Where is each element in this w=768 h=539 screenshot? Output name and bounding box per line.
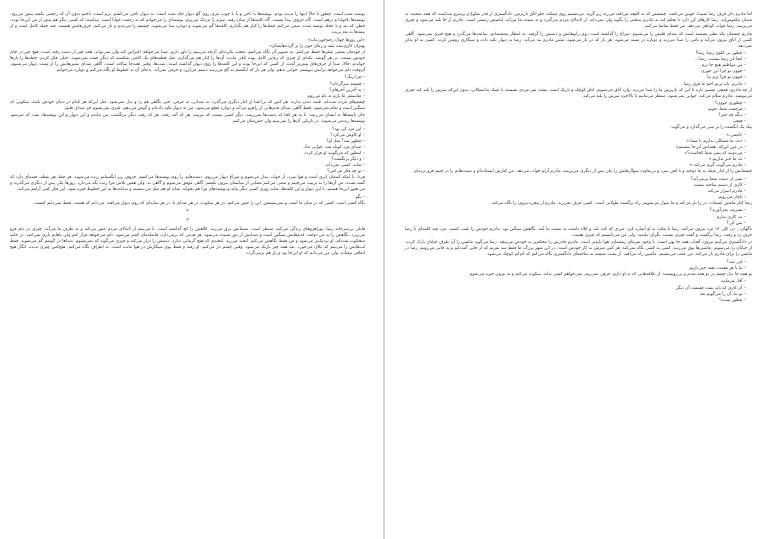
dialogue-line: – بگو bbox=[355, 194, 365, 200]
dialogue-line: – متاسفم، ما بازم به نام می‌روم bbox=[307, 93, 365, 99]
dialogue-line: – مرحمت شما، خوبم bbox=[708, 107, 746, 113]
paragraph: تو همه جا بدل چشم در دو همه متدم و بی‌روییست. از علاقه‌هایی که به او دارم، حرفی نمی‌زنم. نمی‌خواهم کسی بداند. سکوت می‌کنم و به بیرون خیره می‌شوم. bbox=[468, 271, 752, 277]
paragraph: رضا کنار ماشین ایستاده. در را باز می‌کند و ما سوار می‌شویم. راه برگشت طولانی است. کسی حرف نمی‌زند. مادرم از پنجره بیرون را نگاه می‌کند. bbox=[490, 200, 752, 206]
dialogue-line: – و دیگر برنگشت؟ bbox=[331, 157, 365, 163]
left-page bbox=[0, 0, 383, 539]
dialogue-line: – جوون تو چرا این‌ جوری bbox=[701, 69, 746, 75]
paragraph: در دادگستری می‌آییم بیرون. آفتاب همه جا پهن است. با وجود سرمای زمستان، هوا دلپذیر است. مادرم چادرش را محکم‌تر به خودش می‌پیچد. رضا می‌گوید ماشین را آن طرف خیابان پارک کرده. از خیابان رد می‌شویم. ماشین‌ها بوق می‌زنند. کسی به کسی نگاه نمی‌کند. هر کس سرش به کار خودش است. در این شهر بزرگ، ما فقط سه نفریم که از جایی آمده‌ایم و به جایی می‌رویم. رضا در ماشین را برای مادرم باز می‌کند. من عقب می‌نشینم. ماشین راه می‌افتد. از پشت شیشه به ساختمان دادگستری نگاه می‌کنم که کم‌کم کوچک می‌شود. bbox=[405, 240, 752, 258]
dialogue-line: – چطوری جوون؟ bbox=[714, 101, 746, 107]
dialogue-line: – انجا کن رضا نیست، رضا… bbox=[694, 57, 746, 63]
dialogue-line: – پس کی؟ bbox=[726, 220, 746, 226]
dialogue-line: – چرا رنگ؟ bbox=[344, 75, 365, 81]
dialogue-line: – ناچار می‌رویم bbox=[718, 194, 746, 200]
right-page-text bbox=[405, 12, 752, 304]
section-separator: * bbox=[186, 208, 189, 215]
paragraph: قاتلی بی‌سرخانه رضا، توراهروهای زندگی می‌کند، منتظر است. سیمانش برق می‌زند. کلاهش را کج گذاشته است. تا می‌بینم از لابه‌لای مردم عبور می‌کند و به طرف ما می‌آید، چیزی در دلم فرو می‌ریزد. نگاهش را به من دوخته. قدم‌هایش سنگین است و صدایش از دور شنیده می‌شود. هر قدمی که برمی‌دارد، فاصله‌مان کمتر می‌شود. دلم می‌خواهد فرار کنم ولی پاهایم یاری نمی‌کنند. در جایم میخکوب شده‌ام. او نزدیک‌تر می‌شود و من فقط نگاهش می‌کنم. لبخند می‌زند. لبخندی که هیچ گرمایی ندارد. دستش را دراز می‌کند و چیزی می‌گوید که نمی‌شنوم. صداها در گوشم گم می‌شوند. فقط لب‌هایش را می‌بینم که تکان می‌خورد. بعد همه چیز تاریک می‌شود. وقتی چشم باز می‌کنم، او رفته و فقط بوی سیگارش در هوا مانده است. به اطراف نگاه می‌کنم. هیچ‌کس چیزی ندیده. انگار هیچ اتفاقی نیفتاده. ولی من می‌دانم که او این‌جا بود و باز هم برمی‌گردد. bbox=[10, 226, 365, 257]
paragraph: ناگهان… در، کلی ۱۶ مرد بیرون می‌آمد. رضا با مکث به او اشاره کرد. مردی که کت بلند و کلاه داشت به سمت ما آمد. نگاهش سنگین بود. مادرم خودش را عقب کشید. مرد چند کلمه‌ای با رضا حرف زد و رفت. رضا برگشت و گفت چیزی نیست، نگران نباشید. ولی من می‌دانستم که چیزی هست. bbox=[405, 226, 752, 238]
dialogue-line: – چطور بی کلوی رضا، رضا! bbox=[695, 51, 746, 57]
paragraph: جان باشماها به ایشان می‌رسد. تا به هر کجا که دست‌ها نمی‌رسد. دیگر کسی نیست که بپرسد. هر که آمد رفت. هر که رفت دیگر برنگشت. من ماندم و این دیوار و این نوشته‌ها. شب که می‌شود نوشته‌ها زنده‌تر می‌شوند. در تاریکی آن‌ها را نمی‌بینم ولی حس‌شان می‌کنم. bbox=[10, 113, 365, 125]
dialogue-line: – «لعنتی.» bbox=[726, 132, 746, 138]
dialogue-line: – در عین این‌که، همه‌اش این‌جا نیستیم» bbox=[675, 144, 746, 150]
dialogue-line: – چطور شدید؟ bbox=[719, 297, 746, 303]
section-separator: * bbox=[186, 217, 189, 224]
dialogue-line: – چطور شد؟ مثل او؟ bbox=[326, 138, 365, 144]
dialogue-line: – این مرد کی بود؟ bbox=[331, 126, 365, 132]
dialogue-line: – آن کاری که باید بشه، قسمت آن دیگر bbox=[675, 285, 746, 291]
paragraph: بیک یک انگشت را بر بینی می‌گذارد و می‌گوید: bbox=[670, 125, 752, 131]
paragraph: چشم‌های مرده شده‌اند. قصد دیدن ندارند. هر کس که بی‌اعتنا از کنار دیگری می‌گذرد. نه صدایی، نه حرفی. حتی نگاهی هم رد و بدل نمی‌شود. مثل این‌که هر کدام در دنیای خودش باشد. سکوتی که سنگین است و تمام نمی‌شود. فقط گاهی صدای قدم‌هایی از راهرو می‌آید و دوباره قطع می‌شود. من به دیوار تکیه داده‌ام و گوش می‌دهم. چیزی نمی‌شنوم جز صدای قلبم. bbox=[10, 99, 365, 111]
dialogue-line: – یعنی از دست شما برنمی‌آید؟ bbox=[690, 176, 746, 182]
dialogue-line: – کاری از دستم ساخته نیست bbox=[693, 182, 746, 188]
dialogue-line: – تو چه فکر می‌کنی؟ bbox=[327, 169, 365, 175]
dialogue-line: – تو بیا، آن را می‌گویم بعد bbox=[699, 291, 746, 297]
dialogue-line: – مادرم می‌گوید، گریه می‌کند.» bbox=[689, 163, 746, 169]
dialogue-line: – مادرم، باید بزنم اخم ما فرق رضا bbox=[683, 81, 746, 87]
paragraph: از خودمان بعضی شعرها حفظ می‌کنیم. به تصویر آن نگاه می‌کنیم. تعجب نکرده‌ام. آن‌چه می‌بینم را باور دارم. صدا می‌خواهد اعتراض کند ولی نمی‌تواند. همه چیز از دست رفته است. هیچ چیز در جای خودش نیست. در هر گوشه، تکه‌ای از چیزی که زمانی کامل بوده باقی مانده. آن‌ها را کنار هم می‌گذارم. مثل قطعه‌های یک کاشی شکسته که دیگر جفت نمی‌شوند. خیلی فکر کردم. جمله‌ها را بارها خواندم. حالا، صدا از حرف‌های پیش‌تر آمده، از کسی که این‌جا بوده و این کلمه‌ها را روی دیوار گذاشته است. شب‌ها، وقتی همه‌جا ساکت است، گاهی صدای نفس‌هایش را از پشت دیوار می‌شنوم. آن‌وقت دلم می‌خواهد برایش بنویسم. جوابی بدهم. ولی هر بار که انگشتم به گچ می‌رسد دستم می‌لرزد و حرفی نمی‌آید. به‌جای آن به خطوط او نگاه می‌کنم و دوباره می‌خوانم. bbox=[10, 49, 365, 73]
paragraph: اما مادرم ذکر حرف رضا شنیدا، جوش می‌کشد. چشمش که به کلبچه می‌افتد می‌زند زیر گریه. می‌نشینم روی نیمکت جلو اتاق بازپرس. دادگستری از قدر شلوغ و پرسرو صداست که همه صحبت به میدان مکعوس‌اند. رضا کارهای کن دارد تا تحکم کند به مادرم بدبختی را بگوید ولی نمی‌داند. از لابه‌لای مردم می‌گذرد و به سمت ما می‌آید. لباسش رسمی است. مادرم از جا بلند می‌شود و چیزی می‌پرسد. رضا جواب کوتاهی می‌دهد. من فقط تماشا می‌کنم. bbox=[405, 12, 752, 30]
dialogue-line: – نه، ما خبر نداریم.» bbox=[708, 157, 746, 163]
dialogue-line: – آقا، بفرمایید bbox=[721, 279, 746, 285]
dialogue-line: – صدای مرد کوتاه شد، جوابی نداد. bbox=[302, 144, 365, 150]
paragraph: مادرم چشمان یکه نظیر نشسته است که صدای قلبش را می‌شنوم. سراغ را گذاشته است روی زانوهایش و دستش را گرفته. به انتظار نشسته‌ایم. ساعت‌ها می‌گذرد و هیچ خبری نمی‌شود. گاهی کسی از اتاق بیرون می‌آید و نامی را صدا می‌زند و دوباره در بسته می‌شود. هر بار که در باز می‌شود، نفس مادرم بند می‌آید. رضا به دیوار تکیه داده و سیگاری روشن کرده. کسی به او تذکر نمی‌دهد. bbox=[405, 31, 752, 49]
paragraph: نوشته شده است. چطور تا حالا اینها را ندیده بودم. نوشته‌ها با ناخن و یا با چوب تیزی روی گچ دیوار حک شده است. به دیوار تاخی می‌کشم. نرم است. ناخنم بدون آن که زحمتی بکشد پیش می‌رود. نوشته‌ها ناخوانا و درهم است. گاه حروف پیدا نیست. گاه کلمه‌ها از میان رفته. سرم را نزدیک می‌برم. نوشته‌ای را می‌خوانم که به زحمت خوانا است. پیداست که کسی دیگر هم پیش از من این‌جا بوده. خطی که تند و با عجله نوشته شده. سعی می‌کنم جمله‌ها را کنار هم بگذارم. کلمه‌ها گم می‌شوند و دوباره پیدا می‌شوند. چشمم را می‌بندم و باز می‌کنم. حرف‌هایش هستند. چند جمله کامل است و از نیمه‌ها به بعد بریده. bbox=[10, 12, 365, 36]
paragraph: از چه مادرم، همچی تقصیر داره تا این که بازپرس ما را صدا می‌زند. وارد اتاق می‌شویم. اتاق کوچک و تاریک است. پشت میز مردی نشسته با عینک ته‌استکانی. بدون این‌که سرش را بلند کند چیزی می‌نویسد. مادرم سلام می‌کند. جوابی نمی‌شنود. منتظر می‌مانیم تا بالاخره سرش را بلند می‌کند. bbox=[405, 87, 752, 99]
dialogue-line: – او کاوش می‌کرد؟ bbox=[330, 132, 365, 138]
paragraph: چشمانش را از کنار عینک به ما دوخته و با لحن سرد و بی‌تفاوت سؤال‌هایش را یکی پس از دیگری می‌پرسد. مادرم آرام جواب می‌دهد. من کنارش ایستاده‌ام و دست‌هایم را در جیبم فرو برده‌ام. bbox=[413, 169, 752, 175]
dialogue-line: – می‌دونید که پسر شما کجاست؟» bbox=[684, 151, 746, 157]
dialogue-line: – چشمه سرگردان؟ bbox=[329, 81, 365, 87]
paragraph: نگاه کسی است. کسی که در میان ما است و نمی‌بینیمش. این را حس می‌کنم. در هر سکوت، در هر صدای پا، در هر سایه‌ای که روی دیوار می‌افتد. می‌دانم که هست. فقط نمی‌دانم کیست. bbox=[32, 200, 365, 206]
dialogue-line: – چی شد؟ bbox=[726, 259, 746, 265]
dialogue-line: – دیگه چه خبر؟ bbox=[718, 113, 746, 119]
dialogue-line: – جوون تو چرا نرم بیا bbox=[707, 75, 746, 81]
dialogue-line: – نه، کاری ندارم bbox=[716, 214, 746, 220]
dialogue-line: – تشریف نمی‌آورید؟ bbox=[709, 208, 746, 214]
dialogue-line: – مادرم اصرار می‌کند bbox=[707, 188, 746, 194]
dialogue-line: – شاید. کسی نمی‌داند. bbox=[324, 163, 365, 169]
dialogue-line: بهتران کاری‌ست بقیه و زمان خون را بر گرده‌هایشان» bbox=[269, 43, 365, 49]
dialogue-line: – اینطور که می‌گویند او فرار کرده. bbox=[302, 151, 365, 157]
dialogue-line: – یه آخرین آجرهای؟ bbox=[329, 87, 365, 93]
paragraph: فردا، با اینکه آسمان ابری است و هوا سرد، از خواب بیدار می‌شوم و سراغ دیوار می‌روم. دست‌هایم را روی نوشته‌ها می‌کشم. حروف زیر انگشتانم زنده می‌شوند. هر خط، هر نقطه، قصه‌ای دارد که گفته نشده. من آن‌ها را به ترتیب می‌چینم و سعی می‌کنم معنایی از میانشان بیرون بکشم. گاهی موفق می‌شوم و گاهی نه. ولی همین تلاش مرا زنده نگه می‌دارد. روزها یکی پس از دیگری می‌گذرند و من هنوز این‌جا هستم، با این دیوار و این کلمه‌ها. شاید روزی کسی دیگر بیاید و نوشته‌های مرا هم بخواند. شاید او هم مثل من بنشیند و ساعت‌ها به این خطوط خیره شود. این فکر کمی آرامم می‌کند. bbox=[10, 175, 365, 193]
dialogue-line: «این روزها جهان زخم‌خورده‌اند» bbox=[307, 37, 365, 43]
left-page-text bbox=[10, 12, 365, 257]
dialogue-line: – هیچی bbox=[732, 119, 746, 125]
right-page bbox=[385, 0, 768, 539]
dialogue-line: – «نه، ما مشکلی نداریم با شما.» bbox=[686, 138, 746, 144]
dialogue-line: – من مواظبم هیچ جا نرم bbox=[701, 63, 746, 69]
dialogue-line: – ما با هر هست، همه خبر داریم bbox=[689, 265, 746, 271]
